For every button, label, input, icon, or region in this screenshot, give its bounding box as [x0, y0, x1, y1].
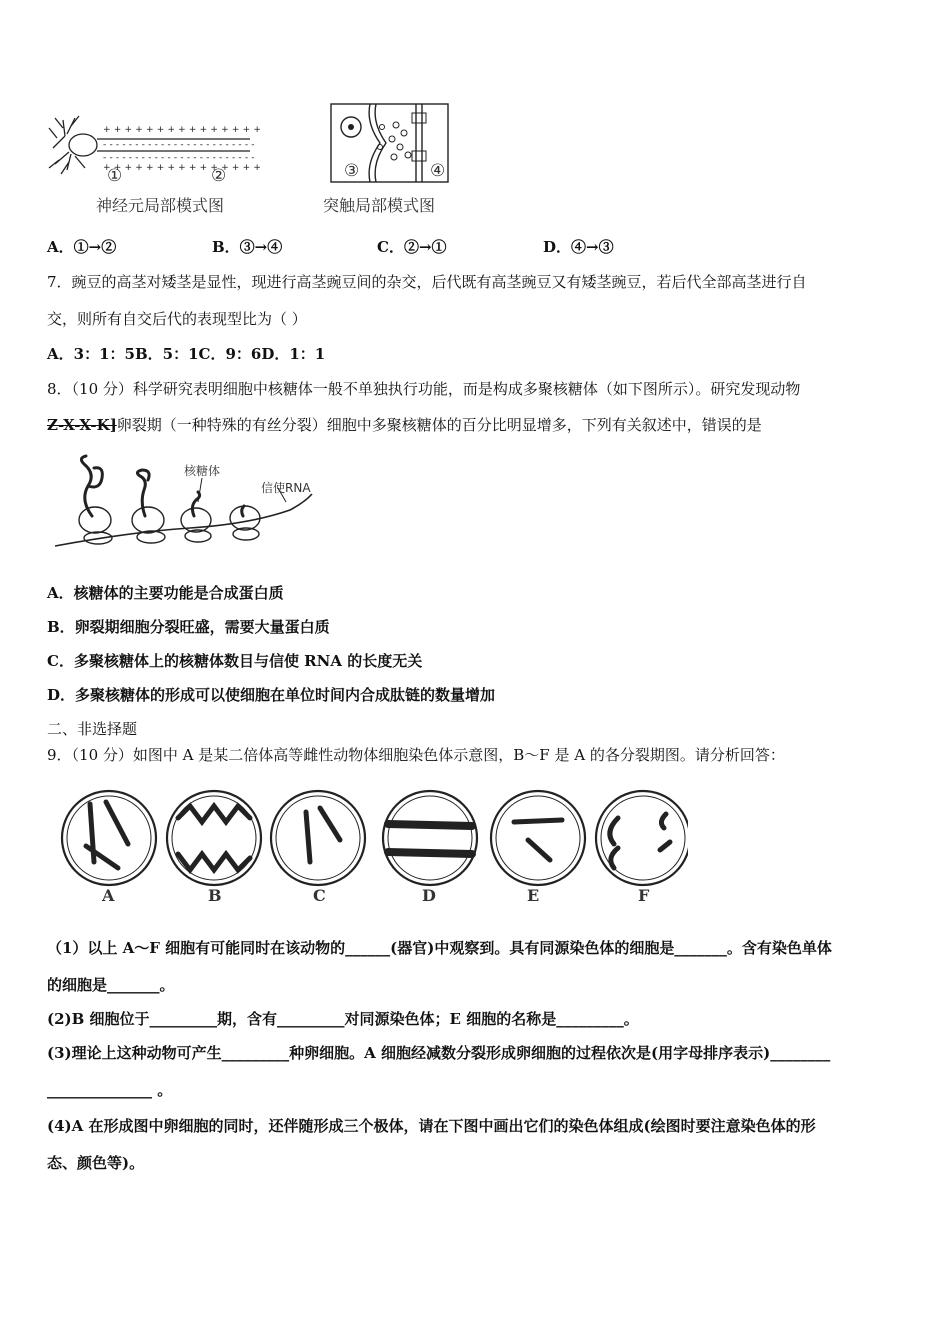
q9-part1-line2: 的细胞是_______。	[47, 976, 175, 994]
synapse-label-4: ④	[430, 161, 446, 181]
cell-label-e: E	[527, 886, 540, 905]
synapse-label-3: ③	[344, 161, 360, 181]
q9-part4-line2: 态、颜色等)。	[47, 1154, 145, 1172]
q7-options: A．3：1：5B．5：1C．9：6D．1：1	[47, 345, 326, 363]
q6-option-b: B．③→④	[212, 238, 283, 256]
q8-option-a: A．核糖体的主要功能是合成蛋白质	[47, 584, 284, 602]
neuron-diagram	[45, 108, 260, 188]
q8-stem-line2-text: 卵裂期（一种特殊的有丝分裂）细胞中多聚核糖体的百分比明显增多，下列有关叙述中，错误的是	[116, 416, 762, 434]
q9-part4-line1: (4)A 在形成图中卵细胞的同时，还伴随形成三个极体，请在下图中画出它们的染色体组成(绘图时要注意染色体的形	[47, 1117, 816, 1135]
q9-part3-line2: ______________ 。	[47, 1081, 173, 1099]
polyribosome-label-ribosome: 核糖体	[184, 464, 221, 478]
cell-label-a: A	[102, 886, 115, 905]
q9-part1-line1: （1）以上 A～F 细胞有可能同时在该动物的______(器官)中观察到。具有同源染色体的细胞是_______。含有染色单体	[47, 939, 832, 957]
synapse-figure	[330, 103, 450, 185]
q6-option-a: A．①→②	[47, 238, 117, 256]
svg-text:++++++++++++++++++++: +++++++++++++++	[103, 163, 260, 173]
cell-division-figure	[58, 784, 688, 909]
section-heading-nonchoice: 二、非选择题	[47, 720, 138, 738]
neuron-caption: 神经元局部模式图	[96, 196, 225, 215]
neuron-label-1: ①	[107, 166, 123, 186]
q8-watermark-strike: Z-X-X-K]	[47, 416, 117, 434]
cell-label-d: D	[422, 886, 436, 905]
svg-text:------------------------: ------------------------	[103, 140, 258, 150]
cell-division-diagram	[58, 784, 688, 909]
q9-part2: (2)B 细胞位于_________期，含有_________对同源染色体；E 细胞的名称是_________。	[47, 1010, 639, 1028]
q8-option-b: B．卵裂期细胞分裂旺盛，需要大量蛋白质	[47, 618, 330, 636]
svg-text:++++++++++++++++++++: +++++++++++++++	[103, 125, 260, 135]
q9-part3-line1: (3)理论上这种动物可产生_________种卵细胞。A 细胞经减数分裂形成卵细胞的过程依次是(用字母排序表示)________	[47, 1044, 831, 1062]
q8-option-c: C．多聚核糖体上的核糖体数目与信使 RNA 的长度无关	[47, 652, 423, 670]
q6-option-d: D．④→③	[543, 238, 614, 256]
neuron-label-2: ②	[211, 166, 227, 186]
cell-label-f: F	[638, 886, 650, 905]
q9-stem: 9．（10 分）如图中 A 是某二倍体高等雌性动物体细胞染色体示意图，B～F 是 A 的各分裂期图。请分析回答：	[47, 746, 785, 764]
q7-stem-line2: 交，则所有自交后代的表现型比为（ ）	[47, 310, 307, 328]
synapse-caption: 突触局部模式图	[323, 196, 436, 215]
polyribosome-figure	[50, 450, 320, 550]
q8-stem-line2	[47, 414, 762, 435]
q6-option-c: C．②→①	[377, 238, 447, 256]
neuron-figure	[45, 108, 260, 188]
cell-label-c: C	[313, 886, 326, 905]
cell-label-b: B	[208, 886, 222, 905]
polyribosome-label-mrna: 信使RNA	[261, 481, 311, 495]
q8-option-d: D．多聚核糖体的形成可以使细胞在单位时间内合成肽链的数量增加	[47, 686, 496, 704]
svg-text:------------------------: ------------------------	[103, 153, 258, 163]
q8-stem-line1: 8．（10 分）科学研究表明细胞中核糖体一般不单独执行功能，而是构成多聚核糖体（如下图所示）。研究发现动物	[47, 380, 801, 398]
q7-stem-line1: 7．豌豆的高茎对矮茎是显性，现进行高茎豌豆间的杂交，后代既有高茎豌豆又有矮茎豌豆，若后代全部高茎进行自	[47, 273, 807, 291]
